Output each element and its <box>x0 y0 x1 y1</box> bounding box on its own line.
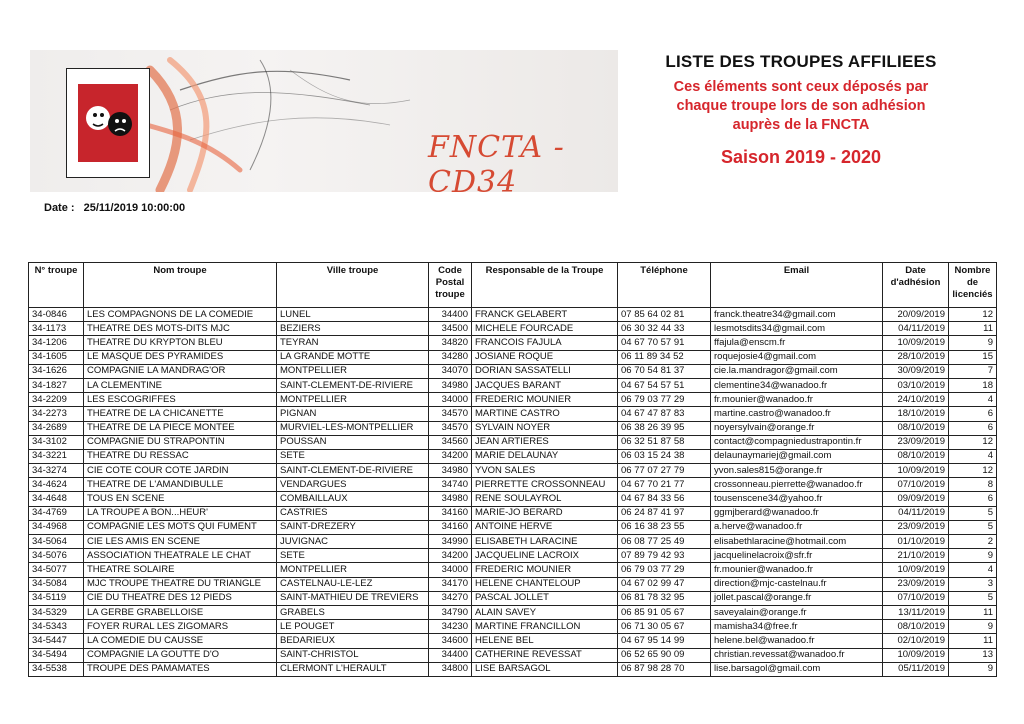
email-cell: saveyalain@orange.fr <box>711 605 883 619</box>
troupe-city-cell: TEYRAN <box>277 336 429 350</box>
postal-code-cell: 34980 <box>429 378 472 392</box>
email-cell: elisabethlaracine@hotmail.com <box>711 535 883 549</box>
title-block <box>636 52 966 168</box>
table-row <box>29 563 997 577</box>
troupe-city-cell: SAINT-CLEMENT-DE-RIVIERE <box>277 464 429 478</box>
licensee-count-cell: 18 <box>949 378 997 392</box>
header-banner <box>30 50 618 192</box>
licensee-count-cell: 5 <box>949 506 997 520</box>
email-cell: crossonneau.pierrette@wanadoo.fr <box>711 478 883 492</box>
licensee-count-cell: 12 <box>949 464 997 478</box>
postal-code-cell: 34980 <box>429 492 472 506</box>
email-cell: ffajula@enscm.fr <box>711 336 883 350</box>
phone-cell: 04 67 70 21 77 <box>618 478 711 492</box>
membership-date-cell: 20/09/2019 <box>883 308 949 322</box>
email-cell: mamisha34@free.fr <box>711 620 883 634</box>
table-row <box>29 577 997 591</box>
manager-name-cell: PASCAL JOLLET <box>472 591 618 605</box>
postal-code-cell: 34800 <box>429 662 472 676</box>
troupe-name-cell: LE MASQUE DES PYRAMIDES <box>84 350 277 364</box>
troupe-number-cell: 34-1605 <box>29 350 84 364</box>
date-label: Date : <box>44 202 75 214</box>
troupe-name-cell: FOYER RURAL LES ZIGOMARS <box>84 620 277 634</box>
troupe-name-cell: TROUPE DES PAMAMATES <box>84 662 277 676</box>
troupe-city-cell: SETE <box>277 549 429 563</box>
manager-name-cell: SYLVAIN NOYER <box>472 421 618 435</box>
phone-cell: 07 89 79 42 93 <box>618 549 711 563</box>
licensee-count-cell: 9 <box>949 549 997 563</box>
phone-cell: 06 24 87 41 97 <box>618 506 711 520</box>
postal-code-cell: 34000 <box>429 563 472 577</box>
licensee-count-cell: 6 <box>949 492 997 506</box>
email-cell: tousenscene34@yahoo.fr <box>711 492 883 506</box>
subtitle <box>636 78 966 135</box>
troupe-city-cell: LE POUGET <box>277 620 429 634</box>
email-cell: clementine34@wanadoo.fr <box>711 378 883 392</box>
phone-cell: 06 30 32 44 33 <box>618 322 711 336</box>
table-row <box>29 605 997 619</box>
troupe-name-cell: LA COMEDIE DU CAUSSE <box>84 634 277 648</box>
column-header: Téléphone <box>618 263 711 308</box>
phone-cell: 06 52 65 90 09 <box>618 648 711 662</box>
table-row <box>29 364 997 378</box>
troupe-name-cell: TOUS EN SCENE <box>84 492 277 506</box>
phone-cell: 04 67 02 99 47 <box>618 577 711 591</box>
subtitle-line: Ces éléments sont ceux déposés par <box>673 79 929 95</box>
phone-cell: 06 85 91 05 67 <box>618 605 711 619</box>
troupe-city-cell: MONTPELLIER <box>277 393 429 407</box>
postal-code-cell: 34600 <box>429 634 472 648</box>
manager-name-cell: HELENE BEL <box>472 634 618 648</box>
column-header: Responsable de la Troupe <box>472 263 618 308</box>
troupe-name-cell: LES COMPAGNONS DE LA COMEDIE <box>84 308 277 322</box>
membership-date-cell: 10/09/2019 <box>883 648 949 662</box>
phone-cell: 07 85 64 02 81 <box>618 308 711 322</box>
date-value: 25/11/2019 10:00:00 <box>83 202 186 214</box>
membership-date-cell: 24/10/2019 <box>883 393 949 407</box>
postal-code-cell: 34740 <box>429 478 472 492</box>
troupe-name-cell: THEATRE DE LA CHICANETTE <box>84 407 277 421</box>
troupe-number-cell: 34-5329 <box>29 605 84 619</box>
page-title: LISTE DES TROUPES AFFILIEES <box>665 52 937 71</box>
licensee-count-cell: 11 <box>949 634 997 648</box>
table-row <box>29 350 997 364</box>
troupe-city-cell: MONTPELLIER <box>277 364 429 378</box>
troupe-name-cell: LA GERBE GRABELLOISE <box>84 605 277 619</box>
phone-cell: 06 87 98 28 70 <box>618 662 711 676</box>
troupe-city-cell: VENDARGUES <box>277 478 429 492</box>
table-row <box>29 478 997 492</box>
troupe-number-cell: 34-3221 <box>29 449 84 463</box>
email-cell: fr.mounier@wanadoo.fr <box>711 563 883 577</box>
troupe-city-cell: LUNEL <box>277 308 429 322</box>
manager-name-cell: HELENE CHANTELOUP <box>472 577 618 591</box>
email-cell: christian.revessat@wanadoo.fr <box>711 648 883 662</box>
email-cell: martine.castro@wanadoo.fr <box>711 407 883 421</box>
troupe-number-cell: 34-4769 <box>29 506 84 520</box>
licensee-count-cell: 12 <box>949 435 997 449</box>
troupe-number-cell: 34-1206 <box>29 336 84 350</box>
troupe-city-cell: GRABELS <box>277 605 429 619</box>
troupe-number-cell: 34-5076 <box>29 549 84 563</box>
licensee-count-cell: 3 <box>949 577 997 591</box>
phone-cell: 06 70 54 81 37 <box>618 364 711 378</box>
column-header: Nombre de licenciés <box>949 263 997 308</box>
postal-code-cell: 34990 <box>429 535 472 549</box>
membership-date-cell: 08/10/2019 <box>883 620 949 634</box>
manager-name-cell: MARTINE CASTRO <box>472 407 618 421</box>
troupe-number-cell: 34-4648 <box>29 492 84 506</box>
postal-code-cell: 34500 <box>429 322 472 336</box>
troupe-name-cell: COMPAGNIE LA MANDRAG'OR <box>84 364 277 378</box>
troupe-name-cell: COMPAGNIE LES MOTS QUI FUMENT <box>84 520 277 534</box>
membership-date-cell: 01/10/2019 <box>883 535 949 549</box>
postal-code-cell: 34160 <box>429 520 472 534</box>
email-cell: yvon.sales815@orange.fr <box>711 464 883 478</box>
email-cell: cie.la.mandragor@gmail.com <box>711 364 883 378</box>
table-row <box>29 492 997 506</box>
phone-cell: 06 11 89 34 52 <box>618 350 711 364</box>
manager-name-cell: LISE BARSAGOL <box>472 662 618 676</box>
licensee-count-cell: 5 <box>949 520 997 534</box>
troupe-city-cell: BEZIERS <box>277 322 429 336</box>
email-cell: jollet.pascal@orange.fr <box>711 591 883 605</box>
manager-name-cell: MARIE DELAUNAY <box>472 449 618 463</box>
phone-cell: 04 67 54 57 51 <box>618 378 711 392</box>
column-header: Date d'adhésion <box>883 263 949 308</box>
table-row <box>29 591 997 605</box>
licensee-count-cell: 9 <box>949 336 997 350</box>
phone-cell: 04 67 84 33 56 <box>618 492 711 506</box>
table-row <box>29 393 997 407</box>
email-cell: noyersylvain@orange.fr <box>711 421 883 435</box>
table-row <box>29 308 997 322</box>
phone-cell: 06 81 78 32 95 <box>618 591 711 605</box>
troupe-city-cell: PIGNAN <box>277 407 429 421</box>
troupe-name-cell: CIE LES AMIS EN SCENE <box>84 535 277 549</box>
troupe-number-cell: 34-0846 <box>29 308 84 322</box>
phone-cell: 06 79 03 77 29 <box>618 393 711 407</box>
manager-name-cell: ELISABETH LARACINE <box>472 535 618 549</box>
table-row <box>29 520 997 534</box>
troupe-city-cell: POUSSAN <box>277 435 429 449</box>
postal-code-cell: 34280 <box>429 350 472 364</box>
manager-name-cell: JEAN ARTIERES <box>472 435 618 449</box>
licensee-count-cell: 6 <box>949 421 997 435</box>
phone-cell: 04 67 95 14 99 <box>618 634 711 648</box>
membership-date-cell: 28/10/2019 <box>883 350 949 364</box>
table-row <box>29 620 997 634</box>
table-row <box>29 506 997 520</box>
table-row <box>29 322 997 336</box>
postal-code-cell: 34820 <box>429 336 472 350</box>
troupe-name-cell: THEATRE DE L'AMANDIBULLE <box>84 478 277 492</box>
manager-name-cell: ANTOINE HERVE <box>472 520 618 534</box>
troupe-city-cell: COMBAILLAUX <box>277 492 429 506</box>
postal-code-cell: 34570 <box>429 421 472 435</box>
column-header: Nom troupe <box>84 263 277 308</box>
membership-date-cell: 21/10/2019 <box>883 549 949 563</box>
phone-cell: 06 77 07 27 79 <box>618 464 711 478</box>
postal-code-cell: 34980 <box>429 464 472 478</box>
column-header: Email <box>711 263 883 308</box>
manager-name-cell: JACQUES BARANT <box>472 378 618 392</box>
postal-code-cell: 34200 <box>429 549 472 563</box>
manager-name-cell: DORIAN SASSATELLI <box>472 364 618 378</box>
licensee-count-cell: 13 <box>949 648 997 662</box>
membership-date-cell: 23/09/2019 <box>883 435 949 449</box>
phone-cell: 06 32 51 87 58 <box>618 435 711 449</box>
troupe-number-cell: 34-4968 <box>29 520 84 534</box>
troupe-name-cell: COMPAGNIE DU STRAPONTIN <box>84 435 277 449</box>
manager-name-cell: YVON SALES <box>472 464 618 478</box>
troupe-city-cell: JUVIGNAC <box>277 535 429 549</box>
membership-date-cell: 04/11/2019 <box>883 322 949 336</box>
troupe-city-cell: SAINT-MATHIEU DE TREVIERS <box>277 591 429 605</box>
email-cell: direction@mjc-castelnau.fr <box>711 577 883 591</box>
manager-name-cell: ALAIN SAVEY <box>472 605 618 619</box>
table-row <box>29 549 997 563</box>
subtitle-line: chaque troupe lors de son adhésion <box>676 98 926 114</box>
troupe-number-cell: 34-5119 <box>29 591 84 605</box>
phone-cell: 04 67 47 87 83 <box>618 407 711 421</box>
troupe-city-cell: BEDARIEUX <box>277 634 429 648</box>
licensee-count-cell: 4 <box>949 563 997 577</box>
email-cell: lesmotsdits34@gmail.com <box>711 322 883 336</box>
troupe-name-cell: COMPAGNIE LA GOUTTE D'O <box>84 648 277 662</box>
manager-name-cell: FRANCK GELABERT <box>472 308 618 322</box>
membership-date-cell: 04/11/2019 <box>883 506 949 520</box>
troupe-name-cell: THEATRE SOLAIRE <box>84 563 277 577</box>
troupe-city-cell: MONTPELLIER <box>277 563 429 577</box>
licensee-count-cell: 2 <box>949 535 997 549</box>
phone-cell: 06 03 15 24 38 <box>618 449 711 463</box>
table-row <box>29 634 997 648</box>
table-header-row <box>29 263 997 308</box>
licensee-count-cell: 4 <box>949 449 997 463</box>
column-header: Code Postal troupe <box>429 263 472 308</box>
troupe-number-cell: 34-5084 <box>29 577 84 591</box>
licensee-count-cell: 5 <box>949 591 997 605</box>
postal-code-cell: 34570 <box>429 407 472 421</box>
membership-date-cell: 23/09/2019 <box>883 520 949 534</box>
troupe-name-cell: CIE DU THEATRE DES 12 PIEDS <box>84 591 277 605</box>
season-label: Saison 2019 - 2020 <box>720 147 882 167</box>
troupe-city-cell: CASTELNAU-LE-LEZ <box>277 577 429 591</box>
troupe-city-cell: CLERMONT L'HERAULT <box>277 662 429 676</box>
table-row <box>29 378 997 392</box>
troupe-name-cell: THEATRE DU KRYPTON BLEU <box>84 336 277 350</box>
membership-date-cell: 05/11/2019 <box>883 662 949 676</box>
troupe-city-cell: SETE <box>277 449 429 463</box>
troupe-number-cell: 34-5064 <box>29 535 84 549</box>
manager-name-cell: FREDERIC MOUNIER <box>472 563 618 577</box>
licensee-count-cell: 8 <box>949 478 997 492</box>
phone-cell: 06 08 77 25 49 <box>618 535 711 549</box>
postal-code-cell: 34400 <box>429 308 472 322</box>
email-cell: a.herve@wanadoo.fr <box>711 520 883 534</box>
email-cell: franck.theatre34@gmail.com <box>711 308 883 322</box>
troupe-name-cell: MJC TROUPE THEATRE DU TRIANGLE <box>84 577 277 591</box>
troupe-number-cell: 34-2273 <box>29 407 84 421</box>
troupe-number-cell: 34-5343 <box>29 620 84 634</box>
phone-cell: 06 38 26 39 95 <box>618 421 711 435</box>
troupe-number-cell: 34-1827 <box>29 378 84 392</box>
troupe-city-cell: SAINT-CHRISTOL <box>277 648 429 662</box>
postal-code-cell: 34070 <box>429 364 472 378</box>
postal-code-cell: 34000 <box>429 393 472 407</box>
manager-name-cell: JACQUELINE LACROIX <box>472 549 618 563</box>
table-row <box>29 336 997 350</box>
email-cell: lise.barsagol@gmail.com <box>711 662 883 676</box>
troupe-number-cell: 34-4624 <box>29 478 84 492</box>
troupe-name-cell: LES ESCOGRIFFES <box>84 393 277 407</box>
licensee-count-cell: 9 <box>949 620 997 634</box>
troupe-city-cell: CASTRIES <box>277 506 429 520</box>
membership-date-cell: 08/10/2019 <box>883 421 949 435</box>
phone-cell: 06 71 30 05 67 <box>618 620 711 634</box>
membership-date-cell: 08/10/2019 <box>883 449 949 463</box>
membership-date-cell: 10/09/2019 <box>883 563 949 577</box>
troupe-name-cell: THEATRE DU RESSAC <box>84 449 277 463</box>
email-cell: helene.bel@wanadoo.fr <box>711 634 883 648</box>
manager-name-cell: CATHERINE REVESSAT <box>472 648 618 662</box>
postal-code-cell: 34270 <box>429 591 472 605</box>
manager-name-cell: RENE SOULAYROL <box>472 492 618 506</box>
membership-date-cell: 07/10/2019 <box>883 478 949 492</box>
troupe-name-cell: LA TROUPE A BON...HEUR' <box>84 506 277 520</box>
licensee-count-cell: 7 <box>949 364 997 378</box>
table-row <box>29 648 997 662</box>
membership-date-cell: 30/09/2019 <box>883 364 949 378</box>
troupe-name-cell: THEATRE DE LA PIECE MONTEE <box>84 421 277 435</box>
email-cell: fr.mounier@wanadoo.fr <box>711 393 883 407</box>
troupe-number-cell: 34-3274 <box>29 464 84 478</box>
troupe-number-cell: 34-5077 <box>29 563 84 577</box>
phone-cell: 06 16 38 23 55 <box>618 520 711 534</box>
manager-name-cell: MARTINE FRANCILLON <box>472 620 618 634</box>
postal-code-cell: 34790 <box>429 605 472 619</box>
troupe-name-cell: THEATRE DES MOTS-DITS MJC <box>84 322 277 336</box>
troupe-city-cell: MURVIEL-LES-MONTPELLIER <box>277 421 429 435</box>
membership-date-cell: 18/10/2019 <box>883 407 949 421</box>
email-cell: contact@compagniedustrapontin.fr <box>711 435 883 449</box>
troupe-number-cell: 34-5494 <box>29 648 84 662</box>
licensee-count-cell: 11 <box>949 605 997 619</box>
membership-date-cell: 02/10/2019 <box>883 634 949 648</box>
postal-code-cell: 34230 <box>429 620 472 634</box>
troupe-number-cell: 34-1173 <box>29 322 84 336</box>
table-row <box>29 535 997 549</box>
membership-date-cell: 07/10/2019 <box>883 591 949 605</box>
table-row <box>29 435 997 449</box>
licensee-count-cell: 9 <box>949 662 997 676</box>
table-row <box>29 449 997 463</box>
troupe-city-cell: SAINT-CLEMENT-DE-RIVIERE <box>277 378 429 392</box>
email-cell: ggmjberard@wanadoo.fr <box>711 506 883 520</box>
troupe-number-cell: 34-1626 <box>29 364 84 378</box>
membership-date-cell: 03/10/2019 <box>883 378 949 392</box>
membership-date-cell: 09/09/2019 <box>883 492 949 506</box>
manager-name-cell: PIERRETTE CROSSONNEAU <box>472 478 618 492</box>
postal-code-cell: 34400 <box>429 648 472 662</box>
troupes-table <box>28 262 997 677</box>
troupe-number-cell: 34-5538 <box>29 662 84 676</box>
manager-name-cell: FREDERIC MOUNIER <box>472 393 618 407</box>
troupe-name-cell: LA CLEMENTINE <box>84 378 277 392</box>
phone-cell: 04 67 70 57 91 <box>618 336 711 350</box>
troupe-number-cell: 34-2689 <box>29 421 84 435</box>
table-row <box>29 421 997 435</box>
fncta-logo <box>66 68 150 178</box>
table-row <box>29 464 997 478</box>
postal-code-cell: 34160 <box>429 506 472 520</box>
table-row <box>29 662 997 676</box>
licensee-count-cell: 6 <box>949 407 997 421</box>
licensee-count-cell: 12 <box>949 308 997 322</box>
troupe-number-cell: 34-5447 <box>29 634 84 648</box>
troupe-name-cell: ASSOCIATION THEATRALE LE CHAT <box>84 549 277 563</box>
manager-name-cell: JOSIANE ROQUE <box>472 350 618 364</box>
troupe-name-cell: CIE COTE COUR COTE JARDIN <box>84 464 277 478</box>
troupe-city-cell: LA GRANDE MOTTE <box>277 350 429 364</box>
column-header: Ville troupe <box>277 263 429 308</box>
table-row <box>29 407 997 421</box>
licensee-count-cell: 15 <box>949 350 997 364</box>
troupe-number-cell: 34-2209 <box>29 393 84 407</box>
membership-date-cell: 23/09/2019 <box>883 577 949 591</box>
subtitle-line: auprès de la FNCTA <box>732 117 870 133</box>
postal-code-cell: 34200 <box>429 449 472 463</box>
email-cell: roquejosie4@gmail.com <box>711 350 883 364</box>
brand-text: FNCTA - CD34 <box>428 130 565 192</box>
manager-name-cell: FRANCOIS FAJULA <box>472 336 618 350</box>
manager-name-cell: MICHELE FOURCADE <box>472 322 618 336</box>
licensee-count-cell: 11 <box>949 322 997 336</box>
licensee-count-cell: 4 <box>949 393 997 407</box>
phone-cell: 06 79 03 77 29 <box>618 563 711 577</box>
email-cell: jacquelinelacroix@sfr.fr <box>711 549 883 563</box>
troupe-number-cell: 34-3102 <box>29 435 84 449</box>
membership-date-cell: 13/11/2019 <box>883 605 949 619</box>
column-header: N° troupe <box>29 263 84 308</box>
membership-date-cell: 10/09/2019 <box>883 336 949 350</box>
email-cell: delaunaymariej@gmail.com <box>711 449 883 463</box>
membership-date-cell: 10/09/2019 <box>883 464 949 478</box>
postal-code-cell: 34170 <box>429 577 472 591</box>
date-line <box>44 202 191 214</box>
troupe-city-cell: SAINT-DREZERY <box>277 520 429 534</box>
postal-code-cell: 34560 <box>429 435 472 449</box>
manager-name-cell: MARIE-JO BERARD <box>472 506 618 520</box>
